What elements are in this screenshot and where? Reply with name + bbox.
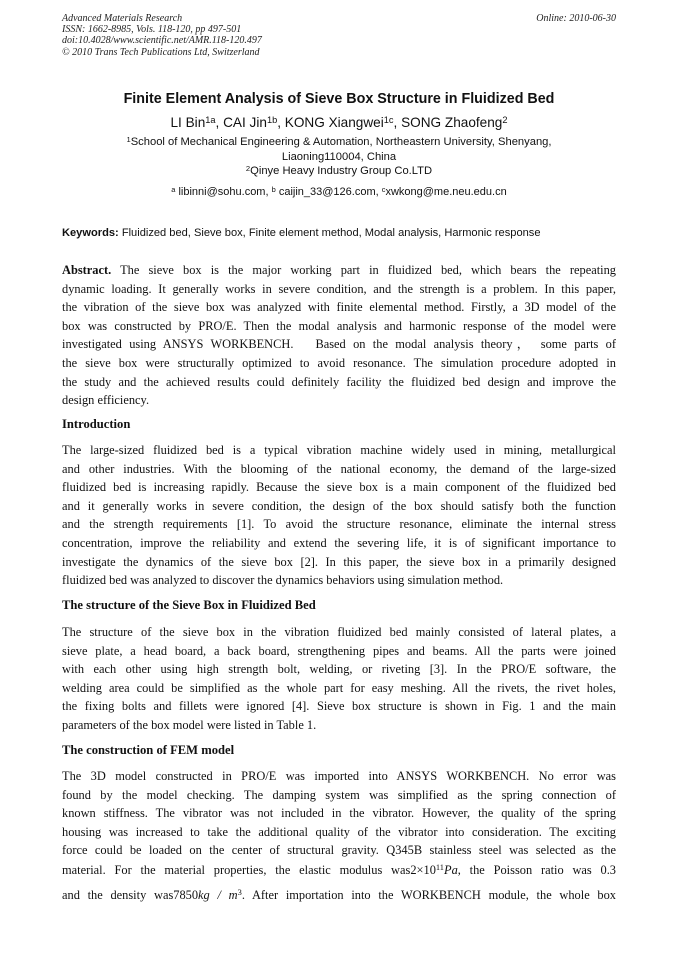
density-formula: $7850kg / m^3$ xyxy=(173,887,242,902)
section-heading: The structure of the Sieve Box in Fluidized Bed xyxy=(62,598,316,612)
fem-line: found by the model checking. The damping system was simplified as the spring connection of xyxy=(62,787,616,802)
email-link[interactable]: xwkong@me.neu.edu.cn xyxy=(385,186,507,198)
keywords xyxy=(62,226,616,240)
abstract-line: Abstract. The sieve box is the major working part in fluidized bed, which bears the repeating xyxy=(62,263,617,277)
keywords-label: Keywords: xyxy=(62,227,119,239)
intro-line: and other industries. With the blooming of the national economy, the demand of the large-sized xyxy=(62,461,616,476)
abstract-line: dynamic loading. It generally works in severe condition, and the strength is a problem. In this paper, xyxy=(62,281,616,296)
affiliations xyxy=(62,135,616,179)
intro-line: The large-sized fluidized bed is a typical vibration machine widely used in mining, metallurgical xyxy=(62,443,616,457)
fem-line: The 3D model constructed in PRO/E was imported into ANSYS WORKBENCH. No error was xyxy=(62,769,616,783)
copyright-line: © 2010 Trans Tech Publications Ltd, Switzerland xyxy=(62,46,260,58)
journal-name: Advanced Materials Research xyxy=(62,13,183,24)
issn-line: ISSN: 1662-8985, Vols. 118-120, pp 497-501 xyxy=(62,24,242,36)
abstract-line: the vibration of the sieve box was analyzed with finite elemental method. Firstly, a 3D model of the xyxy=(62,300,616,315)
abstract-line: the sieve box were structurally optimized to avoid resonance. The simulation procedure adopted in xyxy=(62,356,616,370)
intro-line: investigate the dynamics of the sieve box [2]. In this paper, the sieve box in a primarily designed xyxy=(62,554,616,569)
paper-title: Finite Element Analysis of Sieve Box Structure in Fluidized Bed xyxy=(123,91,555,107)
author-list xyxy=(62,114,616,132)
abstract-label: Abstract. xyxy=(62,263,112,277)
fem-line-density: and the density $was7850kg / m^3$. After importation into the WORKBENCH module, the whole box xyxy=(62,887,617,902)
author-sup: 1a xyxy=(205,114,216,125)
abstract-line: box was constructed by PRO/E. Then the modal analysis and harmonic response of the model were xyxy=(62,318,616,333)
abstract-line: investigated using ANSYS WORKBENCH. Based on the modal analysis theory， some parts of xyxy=(62,337,616,352)
keywords-text: Fluidized bed, Sieve box, Finite element method, Modal analysis, Harmonic response xyxy=(121,227,541,239)
author-sup: 2 xyxy=(502,114,508,125)
section-heading: The construction of FEM model xyxy=(62,743,235,757)
email-link[interactable]: libinni@sohu.com xyxy=(178,186,266,198)
author-separator: , xyxy=(277,115,285,130)
abstract-line: design efficiency. xyxy=(62,393,150,408)
author-name: LI Bin xyxy=(170,115,206,130)
intro-line: and it generally works in severe condition, the design of the box should satisfy both the function xyxy=(62,498,616,513)
fem-line: force could be loaded on the center of structural gravity. Q345B stainless steel was selected as the xyxy=(62,843,616,858)
author-name: KONG Xiangwei xyxy=(284,115,384,130)
intro-line: and the strength requirements [1]. To avoid the structure resonance, eliminate the internal stress xyxy=(62,517,616,532)
modulus-formula: $2\times 10^{11}Pa$ xyxy=(410,862,458,877)
email-link[interactable]: caijin_33@126.com xyxy=(278,186,376,198)
fem-line-modulus: material. For the material properties, the elastic modulus $was2\times 10^{11}Pa$, the Poisson ratio was 0.3 xyxy=(62,862,616,877)
fem-line: housing was increased to take the additional quality of the vibrator into consideration. The exciting xyxy=(62,824,616,839)
author-sup: 1c xyxy=(383,114,394,125)
author-sup: 1b xyxy=(266,114,278,125)
author-separator: , xyxy=(393,115,402,130)
online-date: Online: 2010-06-30 xyxy=(536,13,616,24)
structure-line: with each other using high strength bolt, welding, or riveting [3]. In the PRO/E software, the xyxy=(62,662,616,677)
structure-line: the fixing bolts and fillets were ignored [4]. Sieve box structure is shown in Fig. 1 and the main xyxy=(62,699,616,714)
fem-line: known stiffness. The vibrator was not included in the vibrator. However, the quality of the spring xyxy=(62,806,616,821)
intro-line: fluidized bed is increasing rapidly. Because the sieve box is a main component of the fluidized bed xyxy=(62,480,616,495)
email-list: $^a$ libinni@sohu.com, $^b$ caijin_33@126.com, $^c$xwkong@me.neu.edu.cn xyxy=(171,184,507,198)
structure-line: The structure of the sieve box in the vibration fluidized bed mainly consisted of lateral plates, a xyxy=(62,625,616,639)
structure-line: parameters of the box model were listed in Table 1. xyxy=(62,718,317,732)
affiliation-1-cont: Liaoning110004, China xyxy=(281,150,397,163)
affiliation-2: $^2$Qinye Heavy Industry Group Co.LTD xyxy=(245,163,433,177)
intro-line: fluidized bed was analyzed to discover the dynamics behaviors using simulation method. xyxy=(62,573,504,588)
author-name: CAI Jin xyxy=(223,115,267,130)
structure-line: welding area could be simplified as the whole part for easy meshing. All the rivets, the rivet holes, xyxy=(62,680,616,695)
author-separator: , xyxy=(215,115,224,130)
author-name: SONG Zhaofeng xyxy=(401,115,503,130)
affiliation-1: $^1$School of Mechanical Engineering & Automation, Northeastern University, Shenyang, xyxy=(126,134,552,148)
intro-line: concentration, improve the reliability and extend the severing life, it is of significant importance to xyxy=(62,536,616,550)
doi-line: doi:10.4028/www.scientific.net/AMR.118-120.497 xyxy=(62,35,262,47)
structure-line: sieve plate, a head board, a back board, strengthening pipes and beams. All the parts were joined xyxy=(62,643,616,658)
journal-header xyxy=(62,13,616,58)
abstract-line: the study and the achieved results could definitely facility the fluidized bed design and improve the xyxy=(62,374,616,389)
section-heading: Introduction xyxy=(62,417,131,431)
